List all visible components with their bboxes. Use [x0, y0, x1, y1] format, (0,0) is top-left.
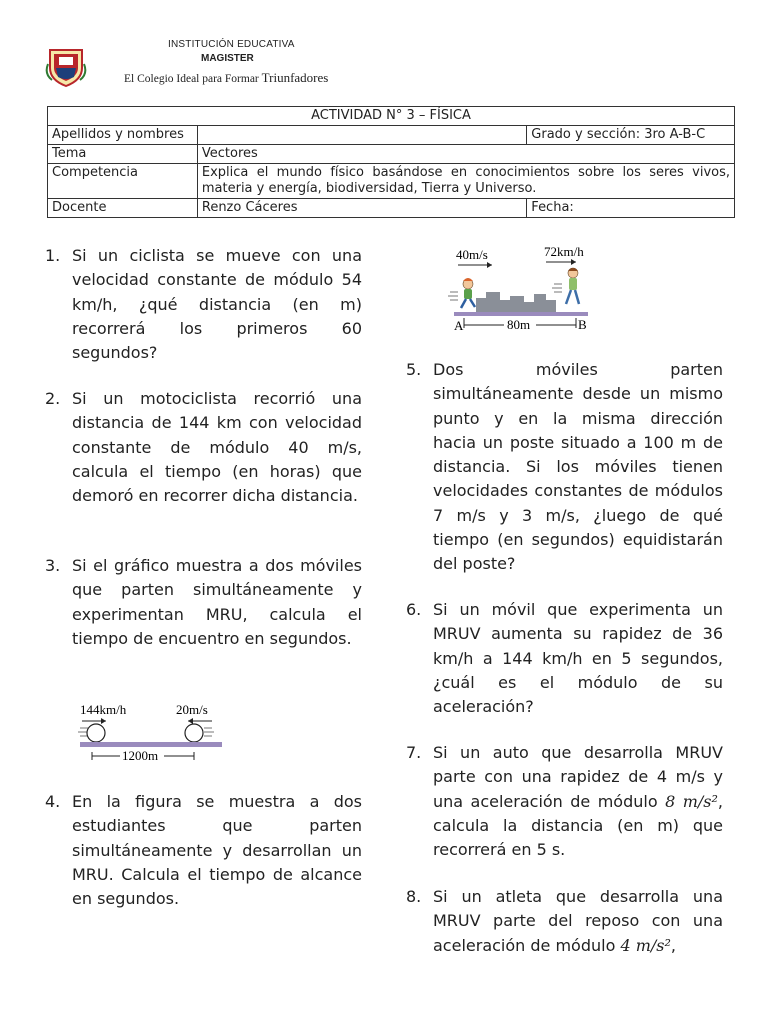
motto-text: El Colegio Ideal para Formar [124, 73, 259, 85]
question-number: 6. [406, 600, 422, 619]
motto-emphasis: Triunfadores [261, 70, 329, 85]
topic-value: Vectores [197, 145, 734, 164]
question-number: 5. [406, 360, 422, 379]
competence-value: Explica el mundo físico basándose en conocimientos sobre los seres vivos, materia y energía, biodiversidad, Tierra y Universo. [197, 164, 734, 199]
question-text: Si un atleta que desarrolla una MRUV parte del reposo con una aceleración de módulo [433, 887, 723, 955]
question-text: Dos móviles parten simultáneamente desde un mismo punto y en la misma dirección hacia un poste situado a 100 m de distancia. Si los móviles tienen velocidades constantes de módulos 7 m/s y 3 m/s, ¿luego de qué tiempo (en segundos) equidistarán del poste? [433, 360, 723, 574]
question-number: 8. [406, 887, 422, 906]
question-text: Si un móvil que experimenta un MRUV aumenta su rapidez de 36 km/h a 144 km/h en 5 segundos, ¿cuál es el módulo de su aceleración? [433, 600, 723, 717]
question-number: 3. [45, 556, 61, 575]
teacher-value: Renzo Cáceres [197, 199, 526, 218]
question-text-end: , calcula la distancia (en m) que recorrerá en 5 s. [433, 791, 724, 860]
question-number: 2. [45, 389, 61, 408]
grade-label: Grado y sección: 3ro A-B-C [527, 126, 735, 145]
distance-label: 80m [507, 317, 531, 332]
question-text-end: , [670, 935, 677, 955]
left-speed-label: 40m/s [456, 247, 488, 262]
question-text: En la figura se muestra a dos estudiantes que parten simultáneamente y desarrollan un MRU. Calcula el tiempo de alcance en segundos. [72, 792, 362, 909]
point-b-label: B [578, 317, 587, 332]
school-crest-icon [44, 44, 88, 88]
point-a-label: A [454, 318, 464, 333]
institution-name: MAGISTER [201, 53, 254, 64]
figure-encounter [76, 700, 226, 770]
teacher-label: Docente [48, 199, 198, 218]
activity-info-table [47, 106, 735, 218]
motion-lines-right [204, 728, 214, 736]
student-a-icon [448, 278, 475, 308]
question-4 [45, 790, 362, 911]
table-row [48, 199, 735, 218]
student-b-icon [552, 268, 579, 304]
question-text: Si un ciclista se mueve con una velocidad constante de módulo 54 km/h, ¿qué distancia (en m) recorrerá los primeros 60 segundos? [72, 246, 362, 363]
topic-label: Tema [48, 145, 198, 164]
encounter-diagram [76, 700, 226, 770]
acceleration-value: 4 m/s² [620, 935, 671, 955]
table-row [48, 145, 735, 164]
question-number: 1. [45, 246, 61, 265]
mobile-left [87, 724, 105, 742]
table-row [48, 164, 735, 199]
competence-label: Competencia [48, 164, 198, 199]
question-2 [45, 387, 362, 508]
institution-type: INSTITUCIÓN EDUCATIVA [168, 39, 295, 50]
document-header [0, 0, 768, 100]
institution-motto [124, 70, 328, 86]
question-1 [45, 244, 362, 365]
question-6 [406, 598, 723, 719]
figure-overtake [448, 240, 598, 336]
right-speed-label: 20m/s [176, 702, 208, 717]
question-3 [45, 554, 362, 651]
names-label: Apellidos y nombres [48, 126, 198, 145]
question-5 [406, 358, 723, 577]
right-speed-label: 72km/h [544, 244, 584, 259]
road [80, 742, 222, 747]
distance-label: 1200m [122, 748, 159, 763]
names-value [197, 126, 526, 145]
table-row [48, 107, 735, 126]
date-label: Fecha: [527, 199, 735, 218]
question-8 [406, 885, 723, 958]
question-text: Si un auto que desarrolla MRUV parte con una rapidez de 4 m/s y una aceleración de módulo [433, 743, 723, 811]
table-row [48, 126, 735, 145]
acceleration-value: 8 m/s² [665, 791, 718, 811]
question-text: Si el gráfico muestra a dos móviles que parten simultáneamente y experimentan MRU, calcula el tiempo de encuentro en segundos. [72, 556, 362, 648]
activity-title: ACTIVIDAD N° 3 – FÍSICA [48, 107, 735, 126]
road [454, 312, 588, 316]
overtake-diagram [448, 240, 598, 336]
question-number: 7. [406, 743, 422, 762]
mobile-right [185, 724, 203, 742]
question-number: 4. [45, 792, 61, 811]
question-7 [406, 741, 724, 862]
left-speed-label: 144km/h [80, 702, 127, 717]
question-text: Si un motociclista recorrió una distancia de 144 km con velocidad constante de módulo 40 m/s, calcula el tiempo (en horas) que demoró en recorrer dicha distancia. [72, 389, 362, 506]
city-skyline [476, 292, 556, 312]
